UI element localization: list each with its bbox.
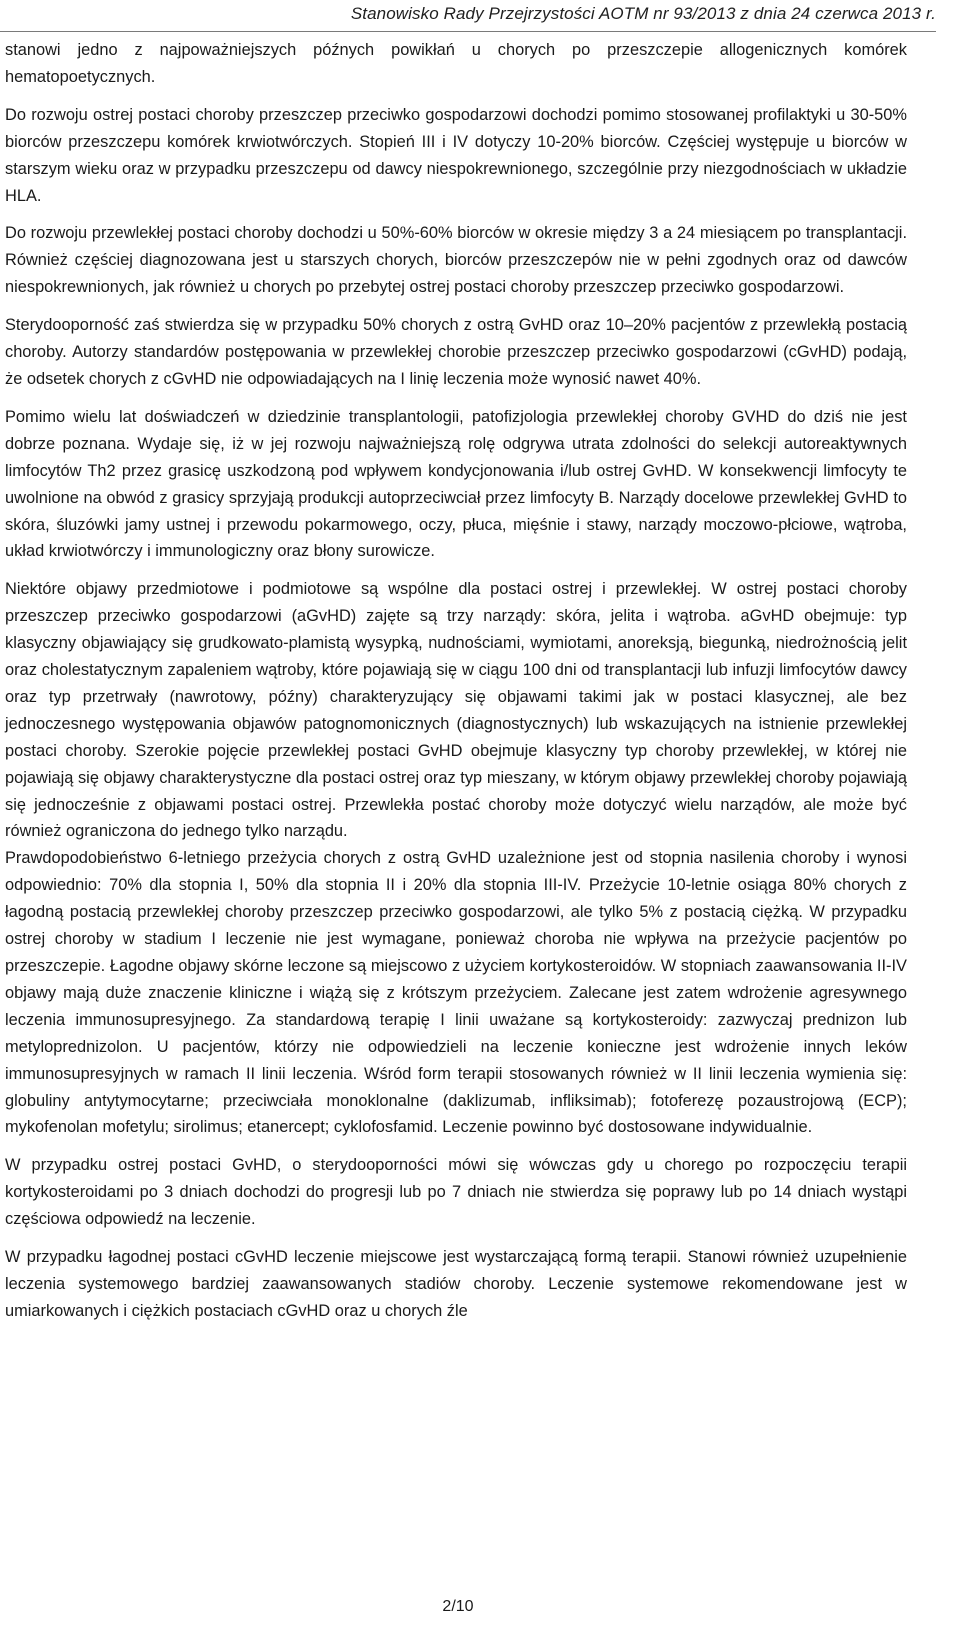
paragraph-survival-treatment: Prawdopodobieństwo 6-letniego przeżycia chorych z ostrą GvHD uzależnione jest od stopnia nasilenia choroby i wynosi odpowiednio: 70% dla stopnia I, 50% dla stopnia II i 20% dla stopnia III-IV. Przeżycie 10-letnie osiąga 80% chorych z łagodną postacią przewlekłej choroby przeszczep przeciwko gospodarzowi, ale tylko 5% z postacią ciężką. W przypadku ostrej choroby w stadium I leczenie nie jest wymagane, ponieważ choroba nie wpływa na przeżycie pacjentów po przeszczepie. Łagodne objawy skórne leczone są miejscowo z użyciem kortykosteroidów. W stopniach zaawansowania II-IV objawy mają duże znaczenie kliniczne i wiążą się z krótszym przeżyciem. Zalecane jest zatem wdrożenie agresywnego leczenia immunosupresyjnego. Za standardową terapię I linii uważane są kortykosteroidy: zazwyczaj prednizon lub metyloprednizolon. U pacjentów, którzy nie odpowiedzieli na leczenie konieczne jest wdrożenie innych leków immunosupresyjnych w ramach II linii leczenia. Wśród form terapii stosowanych również w II linii leczenia wymienia się: globuliny antytymocytarne; przeciwciała monoklonalne (daklizumab, infliksimab); fotoferezę pozaustrojową (ECP); mykofenolan mofetylu; sirolimus; etanercept; cyklofosfamid. Leczenie powinno być dostosowane indywidualnie. — [5, 849, 907, 1137]
paragraph-steroid-definition: W przypadku ostrej postaci GvHD, o sterydooporności mówi się wówczas gdy u chorego po rozpoczęciu terapii kortykosteroidami po 3 dniach dochodzi do progresji lub po 7 dniach nie stwierdza się poprawy lub po 14 dniach wystąpi częściowa odpowiedź na leczenie. — [5, 1156, 907, 1229]
paragraph-continuation: stanowi jedno z najpoważniejszych późnych powikłań u chorych po przeszczepie allogenicznych komórek hematopoetycznych. — [5, 41, 907, 86]
paragraph-steroid-resistance: Sterydooporność zaś stwierdza się w przypadku 50% chorych z ostrą GvHD oraz 10–20% pacjentów z przewlekłą postacią choroby. Autorzy standardów postępowania w przewlekłej chorobie przeszczep przeciwko gospodarzowi (cGvHD) podają, że odsetek chorych z cGvHD nie odpowiadających na I linię leczenia może wynosić nawet 40%. — [5, 316, 907, 388]
paragraph-mild-cgvhd: W przypadku łagodnej postaci cGvHD leczenie miejscowe jest wystarczającą formą terapii. Stanowi również uzupełnienie leczenia systemowego bardziej zaawansowanych stadiów choroby. Leczenie systemowe rekomendowane jest w umiarkowanych i ciężkich postaciach cGvHD oraz u chorych źle — [5, 1248, 907, 1320]
paragraph-chronic-gvhd: Do rozwoju przewlekłej postaci choroby dochodzi u 50%-60% biorców w okresie między 3 a 24 miesiącem po transplantacji. Również częściej diagnozowana jest u starszych chorych, biorców przeszczepów nie w pełni zgodnych oraz od dawców niespokrewnionych, jak również u chorych po przebytej ostrej postaci choroby przeszczep przeciwko gospodarzowi. — [5, 224, 907, 297]
page-number: 2/10 — [442, 1598, 474, 1615]
document-body — [5, 37, 907, 1336]
header-divider — [0, 31, 936, 32]
paragraph-pathophysiology: Pomimo wielu lat doświadczeń w dziedzinie transplantologii, patofizjologia przewlekłej choroby GVHD do dziś nie jest dobrze poznana. Wydaje się, iż w jej rozwoju najważniejszą rolę odgrywa utrata zdolności do selekcji autoreaktywnych limfocytów Th2 przez grasicę uszkodzoną pod wpływem kondycjonowania i/lub ostrej GvHD. W konsekwencji limfocyty te uwolnione na obwód z grasicy sprzyjają produkcji autoprzeciwciał przez limfocyty B. Narządy docelowe przewlekłej GvHD to skóra, śluzówki jamy ustnej i przewodu pokarmowego, oczy, płuca, mięśnie i stawy, narządy moczowo-płciowe, wątroba, układ krwiotwórczy i immunologiczny oraz błony surowicze. — [5, 407, 907, 561]
paragraph-symptoms: Niektóre objawy przedmiotowe i podmiotowe są wspólne dla postaci ostrej i przewlekłej. W ostrej postaci choroby przeszczep przeciwko gospodarzowi (aGvHD) zajęte są trzy narządy: skóra, jelita i wątroba. aGvHD obejmuje: typ klasyczny objawiający się grudkowato-plamistą wysypką, nudnościami, wymiotami, anoreksją, biegunką, niedrożnością jelit oraz cholestatycznym zapaleniem wątroby, które pojawiają się w ciągu 100 dni od transplantacji lub infuzji limfocytów dawcy oraz typ przetrwały (nawrotowy, późny) charakteryzujący się objawami takimi jak w postaci klasycznej, ale bez jednoczesnego występowania objawów patognomonicznych (diagnostycznych) lub wskazujących na istnienie przewlekłej postaci choroby. Szerokie pojęcie przewlekłej postaci GvHD obejmuje klasyczny typ choroby przewlekłej, w której nie pojawiają się objawy charakterystyczne dla postaci ostrej oraz typ mieszany, w którym objawy przewlekłej choroby pojawiają się jednocześnie z objawami postaci ostrej. Przewlekła postać choroby może dotyczyć wielu narządów, ale może być również ograniczona do jednego tylko narządu. — [5, 580, 907, 841]
paragraph-acute-gvhd: Do rozwoju ostrej postaci choroby przeszczep przeciwko gospodarzowi dochodzi pomimo stosowanej profilaktyki u 30-50% biorców przeszczepu komórek krwiotwórczych. Stopień III i IV dotyczy 10-20% biorców. Częściej występuje u biorców w starszym wieku oraz w przypadku przeszczepu od dawcy niespokrewnionego, szczególnie przy niezgodnościach w układzie HLA. — [5, 105, 907, 205]
document-header: Stanowisko Rady Przejrzystości AOTM nr 93/2013 z dnia 24 czerwca 2013 r. — [350, 4, 936, 23]
